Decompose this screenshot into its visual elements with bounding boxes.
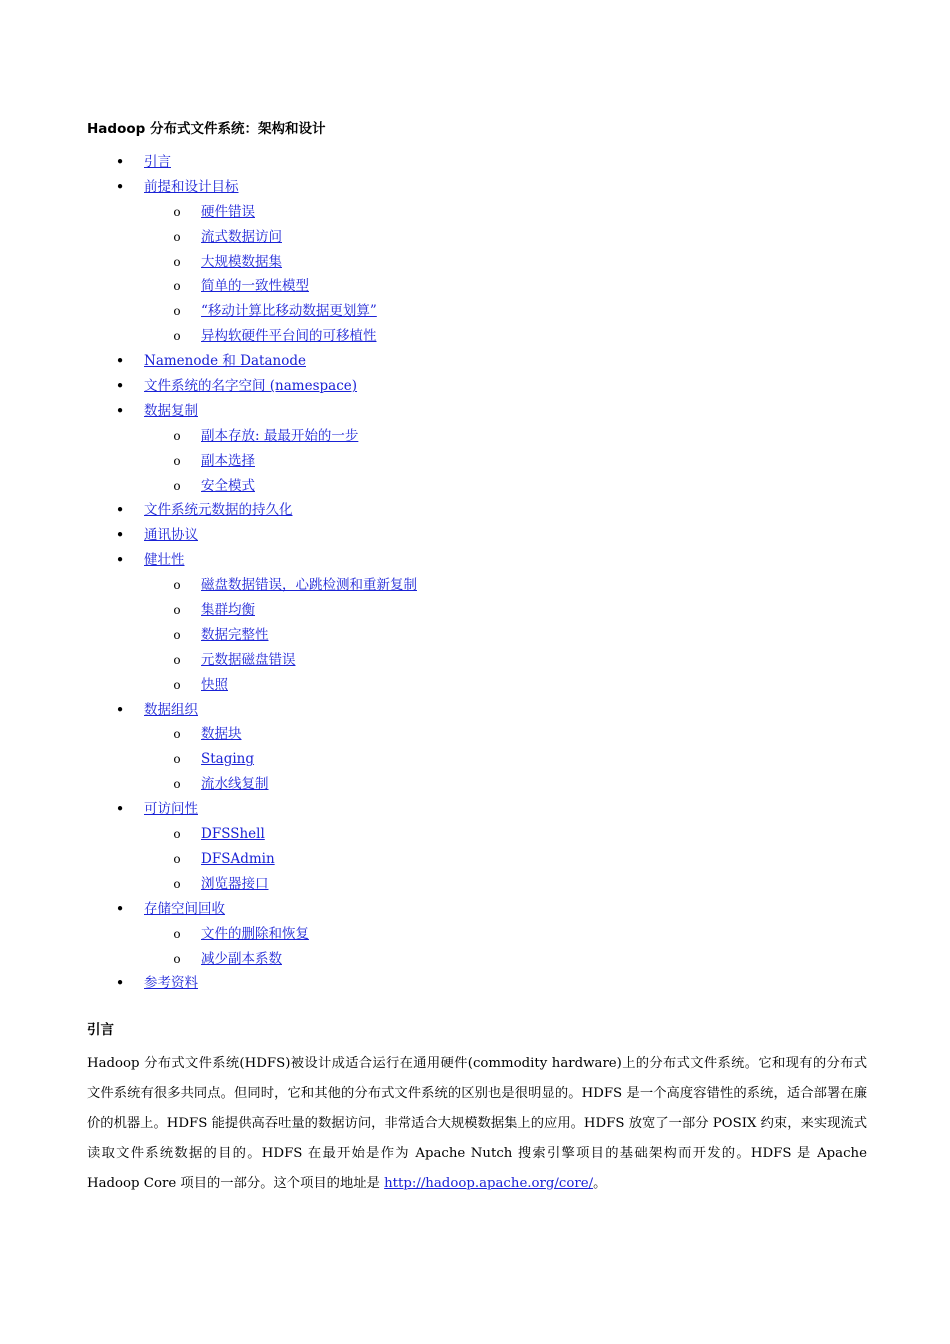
bullet-icon: •: [115, 700, 125, 719]
toc-link[interactable]: 硬件错误: [201, 203, 255, 220]
toc-item: [87, 922, 867, 947]
circle-bullet-icon: o: [173, 603, 181, 618]
toc-link[interactable]: 异构软硬件平台间的可移植性: [201, 328, 377, 345]
toc-item: [87, 250, 867, 275]
toc-link[interactable]: Namenode 和 Datanode: [144, 353, 306, 370]
toc-item: [87, 548, 867, 573]
circle-bullet-icon: o: [173, 204, 181, 219]
circle-bullet-icon: o: [173, 876, 181, 891]
bullet-icon: •: [115, 551, 125, 570]
circle-bullet-icon: o: [173, 926, 181, 941]
toc-link[interactable]: 存储空间回收: [144, 900, 225, 917]
toc-link[interactable]: 简单的一致性模型: [201, 278, 309, 295]
toc-item: [87, 399, 867, 424]
toc-item: [87, 449, 867, 474]
toc-link[interactable]: DFSShell: [201, 826, 265, 843]
bullet-icon: •: [115, 526, 125, 545]
toc-link[interactable]: 可访问性: [144, 801, 198, 818]
toc-link[interactable]: 前提和设计目标: [144, 178, 239, 195]
toc-item: [87, 424, 867, 449]
toc-link[interactable]: 大规模数据集: [201, 253, 282, 270]
toc-item: [87, 872, 867, 897]
bullet-icon: •: [115, 153, 125, 171]
toc-link[interactable]: 文件的删除和恢复: [201, 925, 309, 942]
table-of-contents: [87, 150, 867, 996]
toc-link[interactable]: 浏览器接口: [201, 875, 269, 892]
circle-bullet-icon: o: [173, 652, 181, 667]
circle-bullet-icon: o: [173, 627, 181, 642]
toc-item: [87, 722, 867, 747]
toc-item: [87, 623, 867, 648]
circle-bullet-icon: o: [173, 478, 181, 493]
toc-item: [87, 747, 867, 772]
bullet-icon: •: [115, 899, 125, 918]
circle-bullet-icon: o: [173, 951, 181, 966]
toc-item: [87, 498, 867, 523]
bullet-icon: •: [115, 401, 125, 420]
circle-bullet-icon: o: [173, 777, 181, 792]
circle-bullet-icon: o: [173, 453, 181, 468]
toc-item: [87, 349, 867, 374]
bullet-icon: •: [115, 377, 125, 396]
toc-link[interactable]: 磁盘数据错误，心跳检测和重新复制: [201, 577, 417, 594]
intro-text: Hadoop 分布式文件系统(HDFS)被设计成适合运行在通用硬件(commodity hardware)上的分布式文件系统。它和现有的分布式文件系统有很多共同点。但同时，它和其他的分布式文件系统的区别也是很明显的。HDFS 是一个高度容错性的系统，适合部署在廉价的机器上。HDFS 能提供高吞吐量的数据访问，非常适合大规模数据集上的应用。HDFS 放宽了一部分 POSIX 约束，来实现流式读取文件系统数据的目的。HDFS 在最开始是作为 Apache Nutch 搜索引擎项目的基础架构而开发的。HDFS 是 Apache Hadoop Core 项目的一部分。这个项目的地址是: [87, 1056, 868, 1191]
intro-paragraph: [87, 1049, 867, 1199]
toc-link[interactable]: 副本选择: [201, 452, 255, 469]
toc-item: [87, 648, 867, 673]
section-heading-intro: 引言: [87, 1022, 114, 1038]
toc-item: [87, 772, 867, 797]
toc-link[interactable]: 数据完整性: [201, 626, 269, 643]
toc-link[interactable]: 元数据磁盘错误: [201, 651, 296, 668]
toc-link[interactable]: 数据块: [201, 726, 242, 743]
circle-bullet-icon: o: [173, 428, 181, 443]
toc-link[interactable]: 快照: [201, 676, 228, 693]
toc-link[interactable]: 通讯协议: [144, 527, 198, 544]
toc-link[interactable]: Staging: [201, 751, 255, 768]
circle-bullet-icon: o: [173, 304, 181, 319]
toc-link[interactable]: 副本存放: 最最开始的一步: [201, 427, 359, 444]
toc-link[interactable]: 参考资料: [144, 975, 198, 992]
toc-item: [87, 573, 867, 598]
toc-link[interactable]: 流水线复制: [201, 776, 269, 793]
toc-link[interactable]: DFSAdmin: [201, 850, 275, 867]
toc-item: [87, 200, 867, 225]
toc-item: [87, 374, 867, 399]
circle-bullet-icon: o: [173, 229, 181, 244]
bullet-icon: •: [115, 800, 125, 819]
toc-item: [87, 797, 867, 822]
toc-link[interactable]: 安全模式: [201, 477, 255, 494]
toc-link[interactable]: 数据组织: [144, 701, 198, 718]
toc-item: [87, 324, 867, 349]
intro-tail: 。: [593, 1176, 607, 1191]
toc-link[interactable]: 数据复制: [144, 402, 198, 419]
toc-link[interactable]: 文件系统的名字空间 (namespace): [144, 378, 358, 395]
hadoop-core-link[interactable]: http://hadoop.apache.org/core/: [384, 1176, 594, 1191]
toc-link[interactable]: 引言: [144, 154, 171, 170]
circle-bullet-icon: o: [173, 851, 181, 866]
toc-item: [87, 474, 867, 499]
toc-link[interactable]: “移动计算比移动数据更划算”: [201, 303, 377, 320]
toc-item: [87, 225, 867, 250]
toc-item: [87, 274, 867, 299]
toc-item: [87, 698, 867, 723]
document-title: Hadoop 分布式文件系统：架构和设计: [87, 121, 326, 137]
bullet-icon: •: [115, 974, 125, 993]
toc-link[interactable]: 减少副本系数: [201, 950, 282, 967]
circle-bullet-icon: o: [173, 329, 181, 344]
toc-item: [87, 947, 867, 972]
toc-item: [87, 971, 867, 996]
toc-item: [87, 897, 867, 922]
toc-item: [87, 299, 867, 324]
circle-bullet-icon: o: [173, 578, 181, 593]
toc-link[interactable]: 集群均衡: [201, 602, 255, 619]
circle-bullet-icon: o: [173, 752, 181, 767]
circle-bullet-icon: o: [173, 827, 181, 842]
toc-item: [87, 673, 867, 698]
toc-item: [87, 822, 867, 847]
toc-item: [87, 598, 867, 623]
toc-item: [87, 175, 867, 200]
bullet-icon: •: [115, 501, 125, 520]
circle-bullet-icon: o: [173, 677, 181, 692]
toc-link[interactable]: 文件系统元数据的持久化: [144, 502, 293, 519]
toc-item: [87, 523, 867, 548]
bullet-icon: •: [115, 177, 125, 196]
toc-item: [87, 847, 867, 872]
toc-item: [87, 150, 867, 175]
toc-link[interactable]: 流式数据访问: [201, 228, 282, 245]
circle-bullet-icon: o: [173, 279, 181, 294]
toc-link[interactable]: 健壮性: [144, 552, 185, 569]
circle-bullet-icon: o: [173, 727, 181, 742]
bullet-icon: •: [115, 352, 125, 371]
circle-bullet-icon: o: [173, 254, 181, 269]
